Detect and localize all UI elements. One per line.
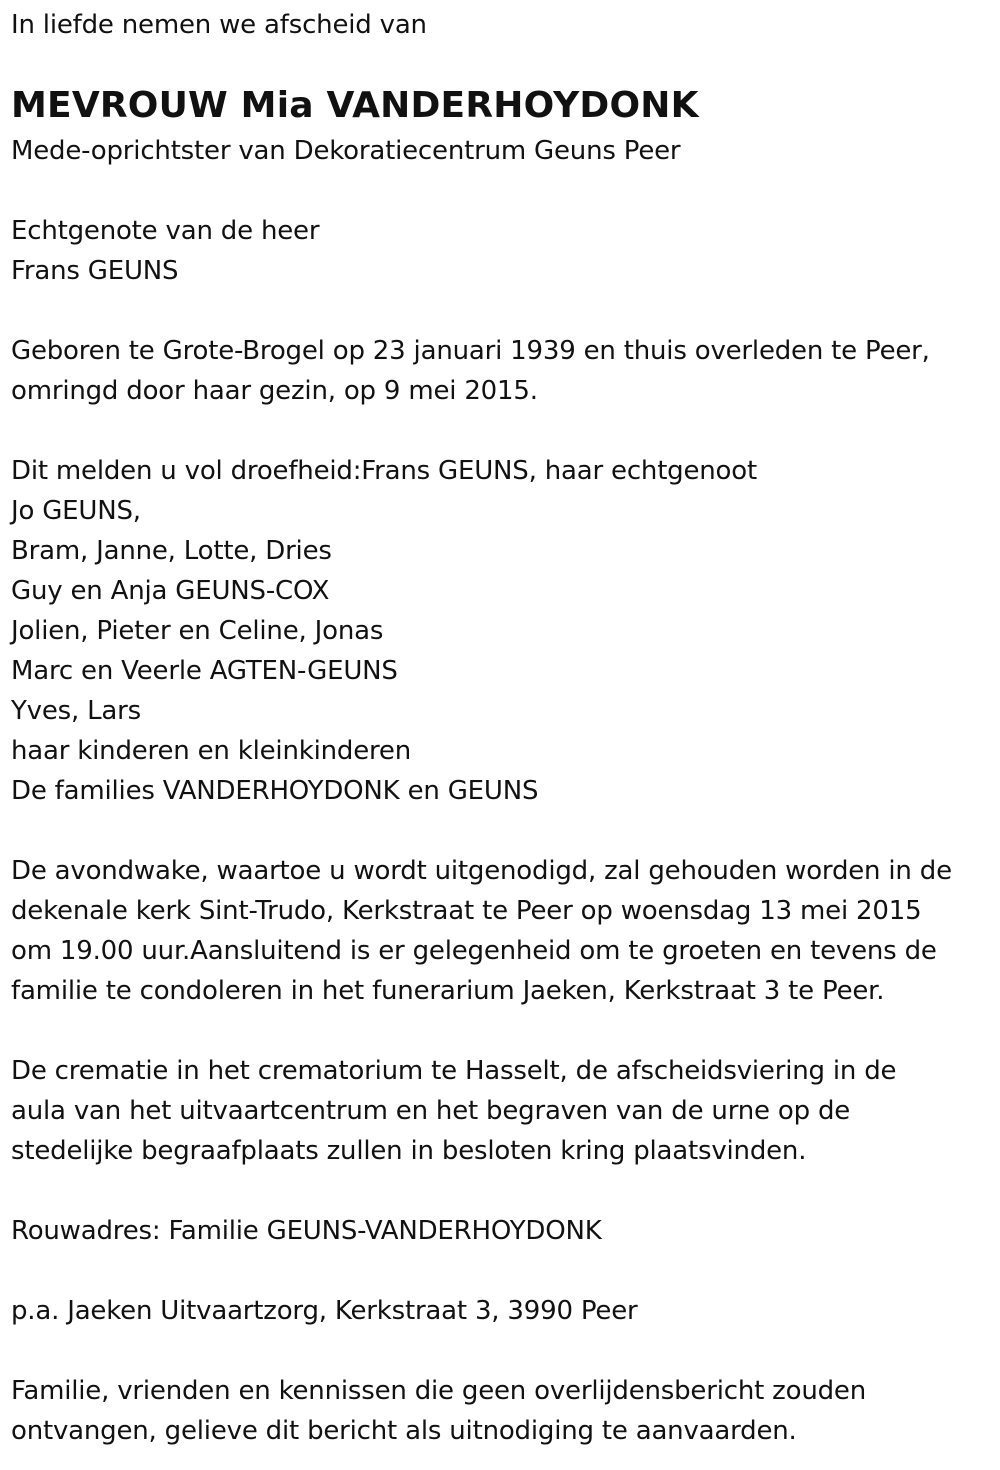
family-line: Bram, Janne, Lotte, Dries xyxy=(11,536,332,566)
death-line: omringd door haar gezin, op 9 mei 2015. xyxy=(11,376,538,406)
cremation-line: aula van het uitvaartcentrum en het begraven van de urne op de xyxy=(11,1096,851,1126)
spouse-name: Frans GEUNS xyxy=(11,256,179,286)
cremation-line: De crematie in het crematorium te Hasselt, de afscheidsviering in de xyxy=(11,1056,897,1086)
obituary-document xyxy=(11,0,991,1451)
care-address: p.a. Jaeken Uitvaartzorg, Kerkstraat 3, 3990 Peer xyxy=(11,1296,638,1326)
spouse-line: Echtgenote van de heer xyxy=(11,216,320,246)
closing-line: Familie, vrienden en kennissen die geen overlijdensbericht zouden xyxy=(11,1376,866,1406)
closing-line: ontvangen, gelieve dit bericht als uitnodiging te aanvaarden. xyxy=(11,1416,797,1446)
wake-line: familie te condoleren in het funerarium Jaeken, Kerkstraat 3 te Peer. xyxy=(11,976,885,1006)
family-line: De families VANDERHOYDONK en GEUNS xyxy=(11,776,539,806)
wake-line: dekenale kerk Sint-Trudo, Kerkstraat te Peer op woensdag 13 mei 2015 xyxy=(11,896,922,926)
cremation-line: stedelijke begraafplaats zullen in besloten kring plaatsvinden. xyxy=(11,1136,807,1166)
family-line: Jolien, Pieter en Celine, Jonas xyxy=(11,616,384,646)
wake-section xyxy=(11,851,991,1011)
birth-death-section xyxy=(11,331,991,411)
wake-line: De avondwake, waartoe u wordt uitgenodigd, zal gehouden worden in de xyxy=(11,856,952,886)
cremation-section xyxy=(11,1051,991,1171)
family-line: Yves, Lars xyxy=(11,696,141,726)
family-section xyxy=(11,451,991,811)
birth-line: Geboren te Grote-Brogel op 23 januari 1939 en thuis overleden te Peer, xyxy=(11,336,930,366)
family-line: Guy en Anja GEUNS-COX xyxy=(11,576,330,606)
mourning-address-section xyxy=(11,1211,991,1251)
family-line: haar kinderen en kleinkinderen xyxy=(11,736,411,766)
deceased-role: Mede-oprichtster van Dekoratiecentrum Geuns Peer xyxy=(11,136,681,166)
family-line: Jo GEUNS, xyxy=(11,496,141,526)
family-line: Dit melden u vol droefheid:Frans GEUNS, haar echtgenoot xyxy=(11,456,757,486)
spouse-section xyxy=(11,211,991,291)
intro-text: In liefde nemen we afscheid van xyxy=(11,10,427,40)
deceased-name: MEVROUW Mia VANDERHOYDONK xyxy=(11,85,699,126)
family-line: Marc en Veerle AGTEN-GEUNS xyxy=(11,656,398,686)
mourning-address: Rouwadres: Familie GEUNS-VANDERHOYDONK xyxy=(11,1216,602,1246)
wake-line: om 19.00 uur.Aansluitend is er gelegenheid om te groeten en tevens de xyxy=(11,936,937,966)
closing-section xyxy=(11,1371,991,1451)
care-address-section xyxy=(11,1291,991,1331)
